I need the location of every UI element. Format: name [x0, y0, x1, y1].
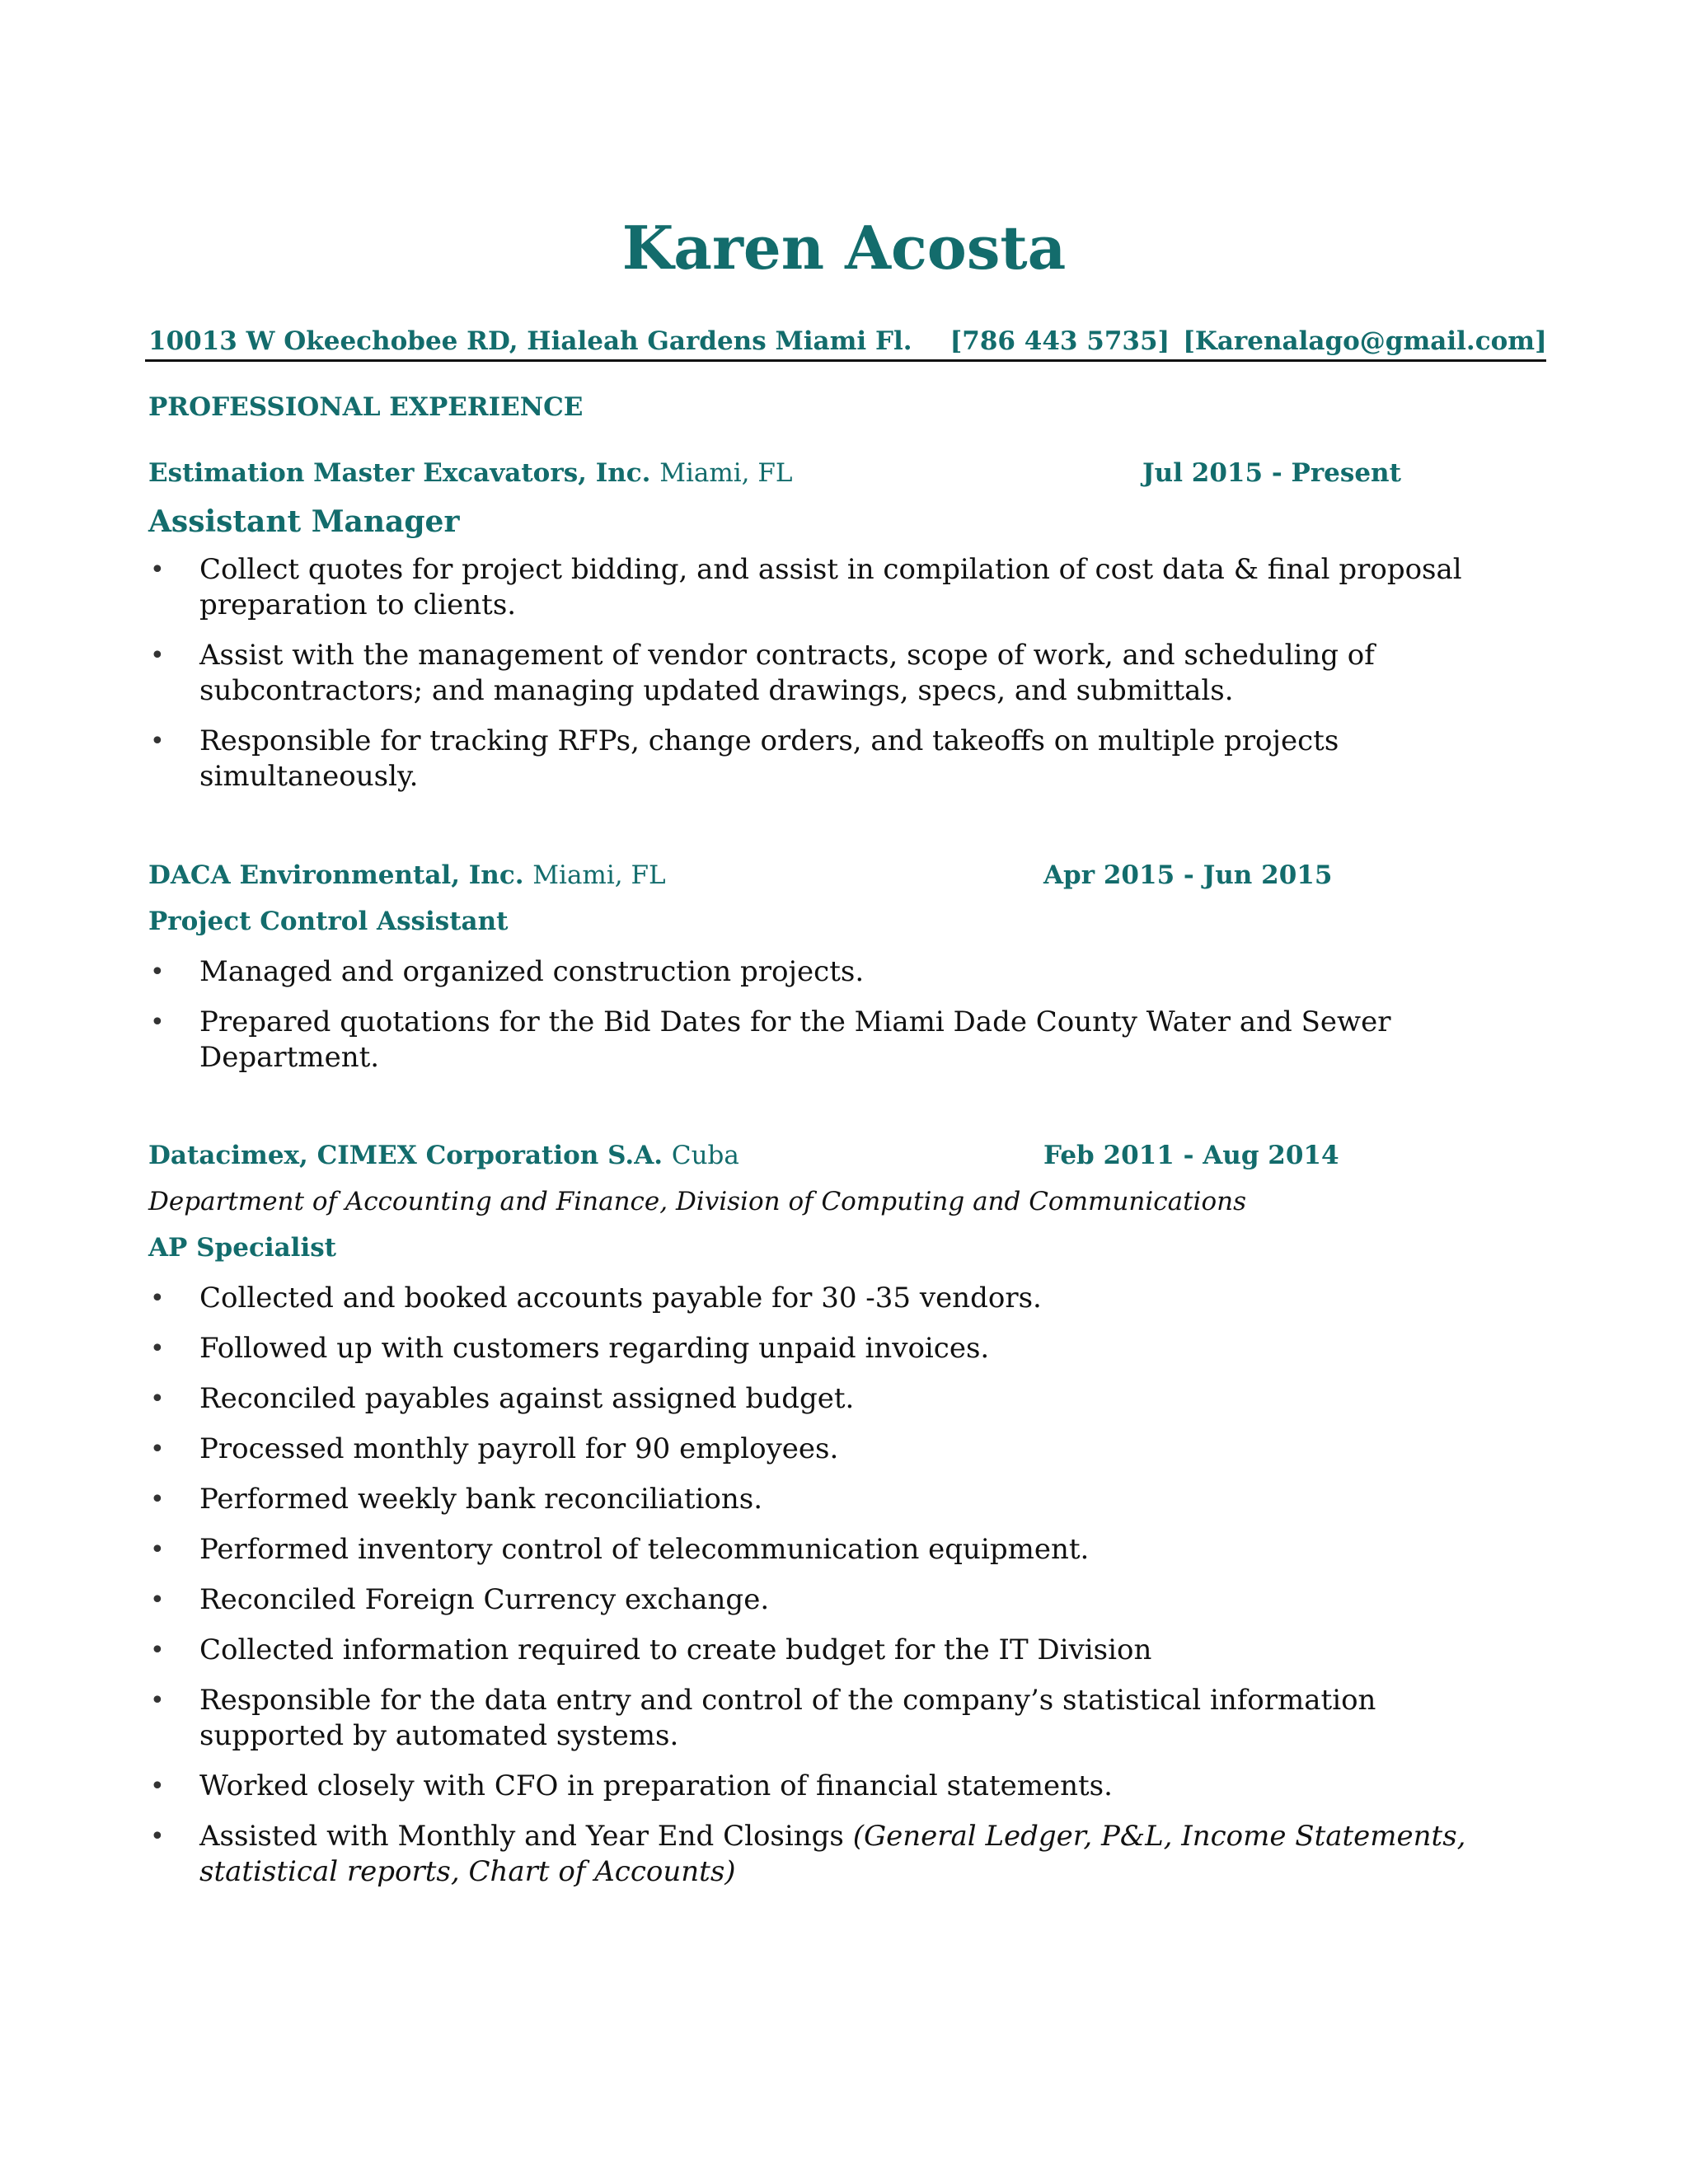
candidate-name: Karen Acosta: [621, 213, 1067, 283]
company-name: Estimation Master Excavators, Inc.: [148, 458, 651, 488]
list-item: • Processed monthly payroll for 90 employees.: [150, 1432, 839, 1465]
job-title: AP Specialist: [148, 1233, 337, 1263]
bullet-icon: •: [150, 958, 165, 987]
bullet-icon: •: [150, 555, 165, 584]
company-location: Miami, FL: [659, 458, 793, 488]
list-item: • Responsible for tracking RFPs, change orders, and takeoffs on multiple projects simultaneously.: [150, 724, 1339, 793]
email: [Karenalago@gmail.com]: [1183, 326, 1547, 356]
bullet-icon: •: [150, 1636, 165, 1665]
phone: [786 443 5735]: [950, 326, 1170, 356]
job-dates: Jul 2015 - Present: [1142, 458, 1401, 488]
bullet-icon: •: [150, 1385, 165, 1413]
list-item: • Assist with the management of vendor contracts, scope of work, and scheduling of subcontractors; and managing updated drawings, specs, and submittals.: [150, 639, 1375, 707]
job-dates: Apr 2015 - Jun 2015: [1043, 860, 1333, 890]
bullet-icon: •: [150, 1485, 165, 1514]
job-company-line: [148, 1141, 739, 1170]
list-item: • Followed up with customers regarding unpaid invoices.: [150, 1332, 990, 1365]
company-location: Miami, FL: [532, 860, 666, 890]
bullet-icon: •: [150, 1822, 165, 1851]
bullet-icon: •: [150, 1586, 165, 1615]
job-bullets: [148, 954, 1484, 1090]
bullet-icon: •: [150, 1772, 165, 1801]
job-dates: Feb 2011 - Aug 2014: [1043, 1141, 1339, 1170]
job-title: Assistant Manager: [148, 504, 460, 539]
job-company-line: [148, 860, 666, 890]
bullet-icon: •: [150, 1334, 165, 1363]
job-bullets: [148, 552, 1484, 809]
list-item: • Collected information required to create budget for the IT Division: [150, 1633, 1152, 1666]
job-title: Project Control Assistant: [148, 907, 509, 936]
list-item: • Managed and organized construction projects.: [150, 955, 865, 988]
list-item: • Performed weekly bank reconciliations.: [150, 1483, 763, 1516]
list-item: • Collected and booked accounts payable for 30 -35 vendors.: [150, 1282, 1042, 1315]
bullet-icon: •: [150, 1686, 165, 1715]
bullet-icon: •: [150, 1535, 165, 1564]
company-name: Datacimex, CIMEX Corporation S.A.: [148, 1141, 663, 1170]
list-item: • Worked closely with CFO in preparation of financial statements.: [150, 1769, 1113, 1802]
job-company-line: [148, 458, 793, 488]
bullet-icon: •: [150, 1435, 165, 1464]
contact-line: [148, 326, 1547, 356]
list-item: • Reconciled Foreign Currency exchange.: [150, 1583, 770, 1616]
list-item: • Prepared quotations for the Bid Dates for the Miami Dade County Water and Sewer Department.: [150, 1005, 1391, 1074]
list-item: • Assisted with Monthly and Year End Closings (General Ledger, P&L, Income Statements, statistical reports, Chart of Accounts): [150, 1820, 1466, 1888]
bullet-icon: •: [150, 727, 165, 756]
job-department: Department of Accounting and Finance, Division of Computing and Communications: [148, 1187, 1246, 1216]
address: 10013 W Okeechobee RD, Hialeah Gardens Miami Fl.: [148, 326, 912, 356]
job-bullets: [148, 1281, 1484, 1905]
header-divider: [145, 359, 1546, 362]
bullet-icon: •: [150, 1284, 165, 1313]
list-item: • Responsible for the data entry and control of the company’s statistical information supported by automated systems.: [150, 1684, 1376, 1752]
list-item: • Collect quotes for project bidding, and assist in compilation of cost data & final proposal preparation to clients.: [150, 553, 1462, 621]
bullet-icon: •: [150, 1008, 165, 1037]
section-heading-experience: PROFESSIONAL EXPERIENCE: [148, 392, 584, 422]
list-item: • Reconciled payables against assigned budget.: [150, 1382, 855, 1415]
bullet-icon: •: [150, 641, 165, 670]
list-item: • Performed inventory control of telecommunication equipment.: [150, 1533, 1090, 1566]
company-location: Cuba: [671, 1141, 739, 1170]
company-name: DACA Environmental, Inc.: [148, 860, 524, 890]
